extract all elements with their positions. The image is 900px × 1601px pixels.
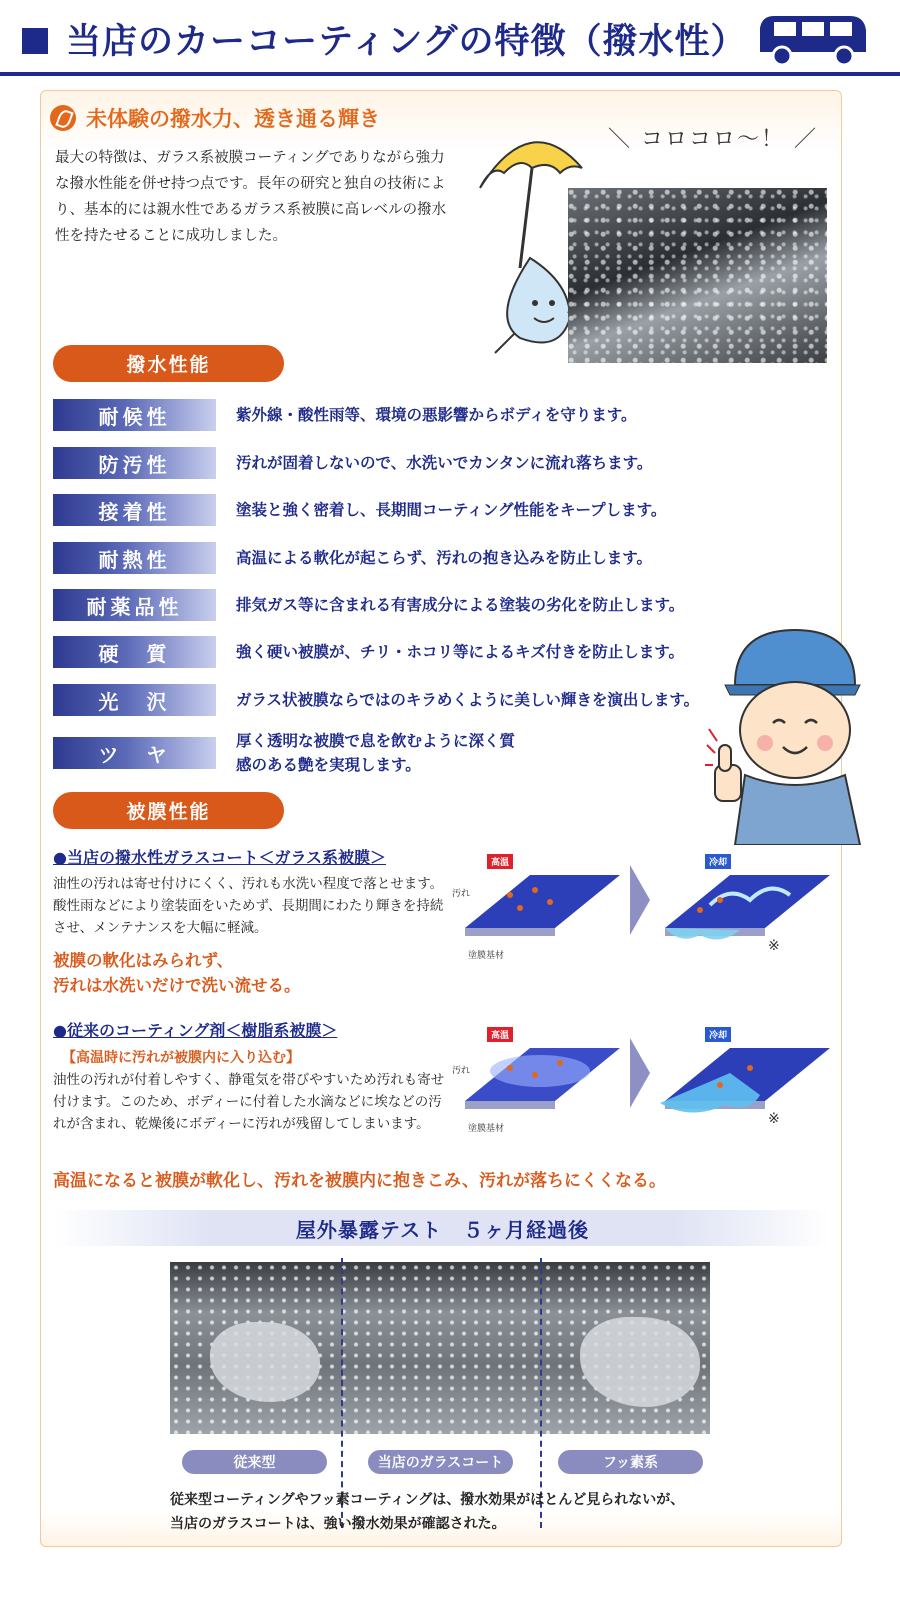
- perf-row-heat: [53, 540, 793, 576]
- page-title: 当店のカーコーティングの特徴（撥水性）: [66, 22, 747, 62]
- perf-row-weather: [53, 397, 793, 433]
- perf-row-hardness: [53, 634, 793, 670]
- hot-tag: 高温: [487, 854, 513, 869]
- resin-film-diagram: [450, 1023, 840, 1138]
- exposure-footer: [170, 1488, 684, 1536]
- perf-desc: 紫外線・酸性雨等、環境の悪影響からボディを守ります。: [236, 406, 637, 424]
- ours-highlight-2: 汚れは水洗いだけで洗い流せる。: [53, 976, 301, 995]
- performance-section-title: 撥水性能: [53, 345, 284, 382]
- perf-row-adhesion: [53, 492, 793, 528]
- conventional-heading: ●従来のコーティング剤＜樹脂系被膜＞: [53, 1021, 338, 1040]
- caption-conventional: 従来型: [182, 1450, 327, 1474]
- worker-thumbs-up-icon: [705, 625, 865, 845]
- note-mark: ※: [768, 1111, 780, 1127]
- perf-row-gloss: [53, 682, 793, 718]
- square-icon: [22, 28, 48, 54]
- base-label: 塗膜基材: [468, 1124, 505, 1134]
- water-bead-photo: [568, 188, 827, 363]
- ours-highlight-1: 被膜の軟化はみられず、: [53, 951, 234, 970]
- ours-heading: ●当店の撥水性ガラスコート＜ガラス系被膜＞: [53, 848, 387, 867]
- perf-row-antifouling: [53, 445, 793, 481]
- sound-bubble-text: ＼ コロコロ〜！ ／: [608, 127, 818, 152]
- intro-heading-row: [50, 103, 380, 133]
- perf-row-luster: [53, 730, 793, 776]
- leaf-icon: [50, 105, 76, 131]
- perf-desc: 厚く透明な被膜で息を飲むように深く質感のある艶を実現します。: [236, 732, 516, 774]
- perf-desc: 高温による軟化が起こらず、汚れの抱き込みを防止します。: [236, 549, 653, 567]
- exposure-footer-line-1: 従来型コーティングやフッ素コーティングは、撥水効果がほとんど見られないが、: [170, 1492, 685, 1508]
- exposure-footer-line-2: 当店のガラスコートは、強い撥水効果が確認された。: [170, 1516, 506, 1532]
- perf-desc: 強く硬い被膜が、チリ・ホコリ等によるキズ付きを防止します。: [236, 643, 684, 661]
- conventional-note: 【高温時に汚れが被膜内に入り込む】: [62, 1050, 300, 1066]
- glass-film-illustration: [450, 850, 840, 965]
- hot-tag: 高温: [487, 1027, 513, 1042]
- perf-label: 硬 質: [53, 636, 216, 668]
- perf-label: 耐候性: [53, 399, 216, 431]
- perf-desc: 汚れが固着しないので、水洗いでカンタンに流れ落ちます。: [236, 454, 653, 472]
- film-conclusion: 高温になると被膜が軟化し、汚れを被膜内に抱きこみ、汚れが落ちにくくなる。: [53, 1171, 667, 1191]
- cold-tag: 冷却: [705, 1027, 731, 1042]
- dirt-label: 汚れ: [452, 1066, 471, 1076]
- ours-body: 油性の汚れは寄せ付けにくく、汚れも水洗い程度で落とせます。酸性雨などにより塗装面をいためず、長期間にわたり輝きを持続させ、メンテナンスを大幅に軽減。: [53, 876, 444, 936]
- perf-label: 接着性: [53, 494, 216, 526]
- page-header: [0, 0, 900, 76]
- car-icon: [752, 8, 872, 68]
- caption-our-glass-coat: 当店のガラスコート: [368, 1450, 513, 1474]
- intro-heading: 未体験の撥水力、透き通る輝き: [86, 107, 380, 131]
- resin-film-illustration: [450, 1023, 840, 1138]
- note-mark: ※: [768, 938, 780, 954]
- cold-tag: 冷却: [705, 854, 731, 869]
- perf-label: 光 沢: [53, 684, 216, 716]
- perf-row-chemical: [53, 587, 793, 623]
- perf-desc: 塗装と強く密着し、長期間コーティング性能をキープします。: [236, 501, 667, 519]
- dirt-label: 汚れ: [452, 889, 471, 899]
- glass-film-diagram: [450, 850, 840, 965]
- perf-label: ツ ヤ: [53, 737, 216, 769]
- film-section-title: 被膜性能: [53, 792, 284, 829]
- perf-label: 耐熱性: [53, 542, 216, 574]
- intro-body: 最大の特徴は、ガラス系被膜コーティングでありながら強力な撥水性能を併せ持つ点です。長年の研究と独自の技術により、基本的には親水性であるガラス系被膜に高レベルの撥水性を持たせることに成功しました。: [55, 150, 447, 244]
- caption-fluorine: フッ素系: [558, 1450, 703, 1474]
- perf-desc: 排気ガス等に含まれる有害成分による塗装の劣化を防止します。: [236, 596, 685, 614]
- exposure-title: 屋外暴露テスト ５ヶ月経過後: [55, 1210, 830, 1246]
- exposure-test-photo: [170, 1262, 710, 1434]
- perf-desc: ガラス状被膜ならではのキラめくように美しい輝きを演出します。: [236, 691, 700, 709]
- conventional-body: 油性の汚れが付着しやすく、静電気を帯びやすいため汚れも寄せ付けます。このため、ボディーに付着した水滴などに埃などの汚れが含まれ、乾燥後にボディーに汚れが残留してしまいます。: [53, 1072, 445, 1132]
- perf-label: 防汚性: [53, 447, 216, 479]
- perf-label: 耐薬品性: [53, 589, 216, 621]
- base-label: 塗膜基材: [468, 951, 505, 961]
